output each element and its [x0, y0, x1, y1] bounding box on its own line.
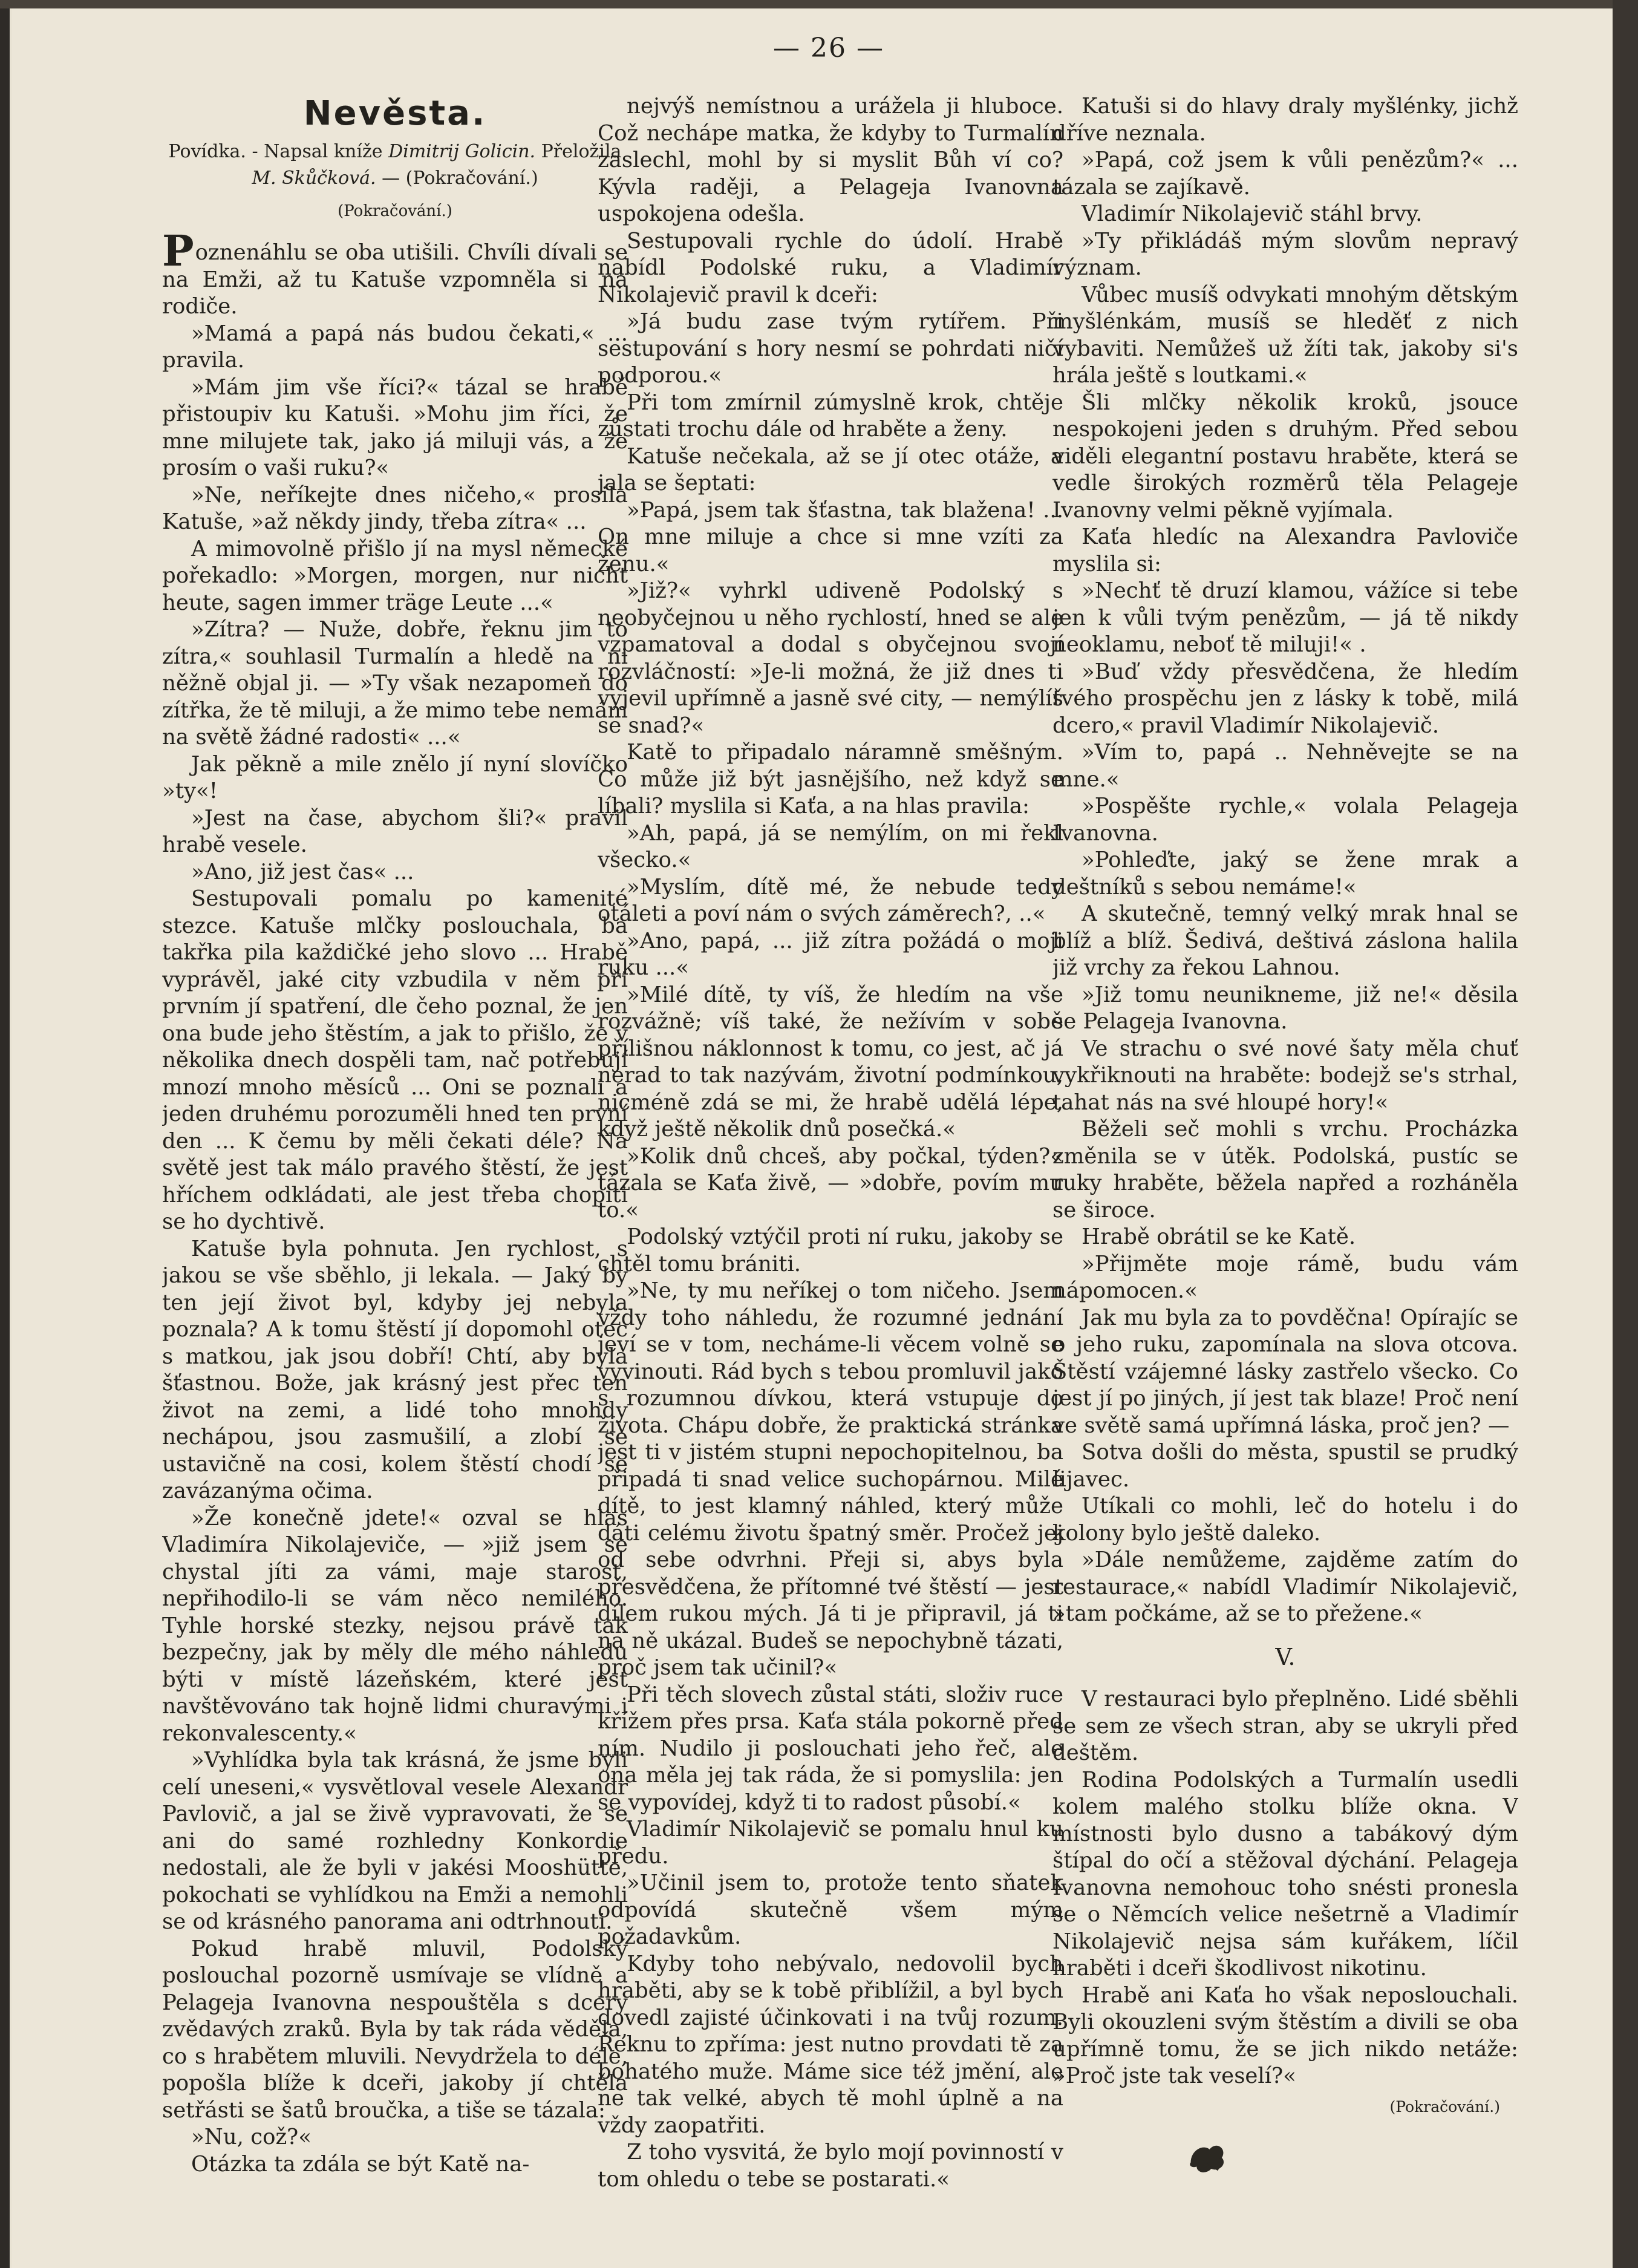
paragraph: »Myslím, dítě mé, že nebude tedy otáleti a poví nám o svých záměrech?, ..«	[598, 874, 1063, 926]
paragraph: Při těch slovech zůstal státi, složiv ruce křížem přes prsa. Kaťa stála pokorně před ním. Nudilo ji poslouchati jeho řeč, ale ona měla jej tak ráda, že si pomyslila: jen se vypovídej, když ti to radost působí.«	[598, 1682, 1063, 1815]
paragraph: A skutečně, temný velký mrak hnal se blíž a blíž. Šedivá, deštivá záslona halila již vrchy za řekou Lahnou.	[1052, 901, 1518, 980]
paragraph: »Ne, ty mu neříkej o tom ničeho. Jsem vždy toho náhledu, že rozumné jednání jeví se v tom, necháme-li věcem volně se vyvinouti. Rád bych s tebou promluvil jako s rozumnou dívkou, která vstupuje do života. Chápu dobře, že praktická stránka jest ti v jistém stupni nepochopitelnou, ba připadá ti snad velice suchopárnou. Milé dítě, to jest klamný náhled, který může dáti celému životu špatný směr. Pročež jej od sebe odvrhni. Přeji si, abys byla přesvědčena, že přítomné tvé štěstí — jest dílem rukou mých. Já ti je připravil, já ti na ně ukázal. Budeš se nepochybně tázati, proč jsem tak učinil?«	[598, 1278, 1063, 1680]
paragraph: Hrabě obrátil se ke Katě.	[1082, 1224, 1356, 1249]
byline-prefix: Povídka. - Napsal kníže	[168, 140, 383, 162]
paragraph: »Buď vždy přesvědčena, že hledím tvého prospěchu jen z lásky k tobě, milá dcero,« pravil Vladimír Nikolajevič.	[1052, 659, 1518, 738]
paragraph: Pokud hrabě mluvil, Podolský poslouchal pozorně usmívaje se vlídně a Pelageja Ivanovna nespouštěla s dcery zvědavých zraků. Byla by tak ráda věděla, co s hrabětem mluvili. Nevydržela to déle, popošla blíže k dceři, jakoby jí chtěla setřásti se šatů broučka, a tiše se tázala:	[162, 1936, 628, 2123]
paragraph: »Milé dítě, ty víš, že hledím na vše rozvážně; víš také, že nežívím v sobě přílišnou náklonnost k tomu, co jest, ač já nerad to tak nazývám, životní podmínkou, nicméně zdá se mi, že hrabě udělá lépe, když ještě několik dnů posečká.«	[598, 982, 1063, 1142]
continued-note: (Pokračování.)	[338, 201, 452, 220]
paragraph: Jak pěkně a mile znělo jí nyní slovíčko »ty«!	[162, 751, 628, 803]
paragraph: »Pospěšte rychle,« volala Pelageja Ivanovna.	[1052, 794, 1518, 846]
page-number: — 26 —	[773, 33, 884, 64]
drop-cap: P	[162, 226, 194, 276]
paragraph: »Mamá a papá nás budou čekati,« ... pravila.	[162, 321, 628, 373]
paragraph: Sestupovali rychle do údolí. Hrabě nabídl Podolské ruku, a Vladimír Nikolajevič pravil k dceři:	[598, 228, 1063, 307]
paragraph: A mimovolně přišlo jí na mysl německé pořekadlo: »Morgen, morgen, nur nicht heute, sagen immer träge Leute ...«	[162, 536, 628, 615]
paragraph: Sestupovali pomalu po kamenité stezce. Katuše mlčky poslouchala, ba takřka pila každičké jeho slovo ... Hrabě vyprávěl, jaké city vzbudila v něm při prvním jí spatření, dle čeho poznal, že jen ona bude jeho štěstím, a jak to přišlo, že v několika dnech dospěli tam, nač potřebují mnozí mnoho měsíců ... Oni se poznali a jeden druhému porozuměli hned ten první den ... K čemu by měli čekati déle? Na světě jest tak málo pravého štěstí, že jest hříchem odkládati, ale jest třeba chopiti se ho dychtivě.	[162, 886, 628, 1234]
paragraph: »Že konečně jdete!« ozval se hlas Vladimíra Nikolajeviče, — »již jsem se chystal jíti za vámi, maje starost, nepřihodilo-li se vám něco nemilého. Tyhle horské stezky, nejsou právě tak bezpečny, jak by měly dle mého náhledu býti v místě lázeňském, které jest navštěvováno tak hojně lidmi churavými i rekonvalescenty.«	[162, 1505, 628, 1746]
paragraph: »Jest na čase, abychom šli?« pravil hrabě vesele.	[162, 805, 628, 857]
scan-edge-left	[0, 0, 10, 2268]
paragraph: Jak mu byla za to povděčna! Opírajíc se o jeho ruku, zapomínala na slova otcova. Štěstí vzájemné lásky zastřelo všecko. Co jest jí po jiných, jí jest tak blaze! Proč není ve světě samá upřímná láska, proč jen? —	[1052, 1305, 1518, 1438]
paragraph: »Kolik dnů chceš, aby počkal, týden?« tázala se Kaťa živě, — »dobře, povím mu to.«	[598, 1143, 1063, 1223]
scan-edge-right	[1613, 0, 1638, 2268]
article-title: Nevěsta.	[303, 94, 487, 133]
paragraph: »Papá, což jsem k vůli penězům?« ... tázala se zajíkavě.	[1052, 148, 1518, 200]
paragraph: Ve strachu o své nové šaty měla chuť vykřiknouti na hraběte: bodejž se's strhal, tahat nás na své hloupé hory!«	[1052, 1036, 1518, 1115]
paragraph: Vladimír Nikolajevič stáhl brvy.	[1082, 201, 1423, 226]
paragraph: »Zítra? — Nuže, dobře, řeknu jim to zítra,« souhlasil Turmalín a hledě na ni něžně objal ji. — »Ty však nezapomeň do zítřka, že tě miluji, a že mimo tebe nemám na světě žádné radosti« ...«	[162, 617, 628, 750]
paragraph: Podolský vztýčil proti ní ruku, jakoby se chtěl tomu brániti.	[598, 1224, 1063, 1276]
byline-suffix: — (Pokračování.)	[382, 167, 538, 189]
paragraph: V restauraci bylo přeplněno. Lidé sběhli se sem ze všech stran, aby se ukryli před deštěm.	[1052, 1687, 1518, 1765]
paragraph: Hrabě ani Kaťa ho však neposlouchali. Byli okouzleni svým štěstím a divili se oba upřímně tomu, že se jich nikdo netáže: »Proč jste tak veselí?«	[1052, 1982, 1518, 2088]
paragraph: »Učinil jsem to, protože tento sňatek odpovídá skutečně všem mým požadavkům.	[598, 1871, 1063, 1949]
paragraph: »Nu, což?«	[191, 2125, 312, 2149]
column-2	[598, 93, 1063, 2192]
paragraph: »Přijměte moje rámě, budu vám nápomocen.«	[1052, 1251, 1518, 1303]
paragraph: Kaťa hledíc na Alexandra Pavloviče myslila si:	[1052, 525, 1518, 577]
paragraph: »Ano, již jest čas« ...	[191, 859, 414, 884]
paragraph: Běželi seč mohli s vrchu. Procházka změnila se v útěk. Podolská, pustíc se ruky hraběte, běžela napřed a rozháněla se široce.	[1052, 1117, 1518, 1223]
author-name: Dimitrij Golicin.	[388, 140, 536, 162]
paragraph: nejvýš nemístnou a urážela ji hluboce. Což nechápe matka, že kdyby to Turmalín zaslechl, mohl by si myslit Bůh ví co? Kývla raději, a Pelageja Ivanovna uspokojena odešla.	[598, 94, 1063, 226]
paragraph: Katuše byla pohnuta. Jen rychlost, s jakou se vše sběhlo, ji lekala. — Jaký by ten její život byl, kdyby jej nebyla poznala? A k tomu štěstí jí dopomohl otec s matkou, jak jsou dobří! Chtí, aby byla šťastnou. Bože, jak krásný jest přec ten život na zemi, a lidé toho mnohdy nechápou, jsou zasmušilí, a zlobí se ustavičně na cosi, kolem štěstí chodí se zavázanýma očima.	[162, 1236, 628, 1503]
paragraph: »Mám jim vše říci?« tázal se hrabě přistoupiv ku Katuši. »Mohu jim říci, že mne milujete tak, jako já miluji vás, a že prosím o vaši ruku?«	[162, 374, 628, 480]
paragraph: Otázka ta zdála se být Katě na-	[191, 2151, 530, 2177]
first-paragraph-text: oznenáhlu se oba utišili. Chvíli dívali se na Emži, až tu Katuše vzpomněla si na rodiče.	[162, 240, 628, 319]
paragraph: »Ne, neříkejte dnes ničeho,« prosila Katuše, »až někdy jindy, třeba zítra« ...	[162, 482, 628, 534]
first-paragraph	[162, 226, 628, 321]
paragraph: Utíkali co mohli, leč do hotelu i do kolony bylo ještě daleko.	[1052, 1494, 1518, 1546]
paragraph: Rodina Podolských a Turmalín usedli kolem malého stolku blíže okna. V místnosti bylo dusno a tabákový dým štípal do očí a stěžoval dýchání. Pelageja Ivanovna nemohouc toho snésti pronesla se o Němcích velice nešetrně a Vladimír Nikolajevič nejsa sám kuřákem, líčil hraběti i dceři škodlivost nikotinu.	[1052, 1767, 1518, 1981]
paragraph: Katuše nečekala, až se jí otec otáže, a jala se šeptati:	[598, 443, 1063, 495]
paragraph: »Ty přikládáš mým slovům nepravý význam.	[1052, 228, 1518, 280]
page	[12, 8, 1613, 2268]
paragraph: Kdyby toho nebývalo, nedovolil bych hraběti, aby se k tobě přiblížil, a byl bych dovedl zajisté účinkovati i na tvůj rozum. Řeknu to zpříma: jest nutno provdati tě za bohatého muže. Máme sice též jmění, ale ne tak velké, abych tě mohl úplně a na vždy zaopatřiti.	[598, 1951, 1063, 2138]
paragraph: »Dále nemůžeme, zajděme zatím do restaurace,« nabídl Vladimír Nikolajevič, »tam počkáme, až se to přežene.«	[1052, 1547, 1518, 1626]
paragraph: »Papá, jsem tak šťastna, tak blažena! ... On mne miluje a chce si mne vzíti za ženu.«	[598, 497, 1063, 577]
paragraph: Vůbec musíš odvykati mnohým dětským myšlénkám, musíš se hleděť z nich vybaviti. Nemůžeš už žíti tak, jakoby si's hrála ještě s loutkami.«	[1052, 282, 1518, 388]
translator-name: M. Skůčková.	[252, 167, 376, 189]
column-3	[1052, 93, 1518, 2192]
paragraph: Katuši si do hlavy draly myšlénky, jichž dříve neznala.	[1052, 94, 1518, 146]
translator-prefix: Přeložila	[541, 140, 622, 162]
leaf-ornament-icon	[1186, 2139, 1228, 2175]
column-1	[162, 93, 628, 2192]
paragraph: Sotva došli do města, spustil se prudký lijavec.	[1052, 1440, 1518, 1492]
paragraph: »Již?« vyhrkl udiveně Podolský s neobyčejnou u něho rychlostí, hned se ale vzpamatoval a dodal s obyčejnou svojí rozvláčností: »Je-li možná, že již dnes ti vyjevil upřímně a jasně své city, — nemýlíš se snad?«	[598, 578, 1063, 738]
paragraph: »Nechť tě druzí klamou, vážíce si tebe jen k vůli tvým penězům, — já tě nikdy neoklamu, neboť tě miluji!« .	[1052, 578, 1518, 657]
paragraph: »Ah, papá, já se nemýlím, on mi řekl všecko.«	[598, 820, 1063, 872]
paragraph: »Již tomu neunikneme, již ne!« děsila se Pelageja Ivanovna.	[1052, 982, 1518, 1034]
paragraph: Z toho vysvitá, že bylo mojí povinností v tom ohledu o tebe se postarati.«	[598, 2140, 1063, 2192]
paragraph: »Vím to, papá .. Nehněvejte se na mne.«	[1052, 740, 1518, 792]
continued-marker: (Pokračování.)	[1389, 2097, 1500, 2116]
scan-edge-top	[0, 0, 1638, 8]
paragraph: Při tom zmírnil zúmyslně krok, chtěje zůstati trochu dále od hraběte a ženy.	[598, 390, 1063, 442]
section-heading: V.	[1275, 1643, 1296, 1670]
byline	[162, 139, 628, 192]
paragraph: »Vyhlídka byla tak krásná, že jsme byli celí uneseni,« vysvětloval vesele Alexandr Pavlovič, a jal se živě vypravovati, že se ani do samé rozhledny Konkordie nedostali, ale že byli v jakési Mooshütte, pokochati se vyhlídkou na Emži a nemohli se od krásného panorama ani odtrhnouti.	[162, 1748, 628, 1934]
paragraph: »Pohleďte, jaký se žene mrak a deštníků s sebou nemáme!«	[1052, 848, 1518, 900]
paragraph: »Ano, papá, ... již zítra požádá o moji ruku ...«	[598, 928, 1063, 980]
paragraph: »Já budu zase tvým rytířem. Při sestupování s hory nesmí se pohrdati ničí podporou.«	[598, 309, 1063, 388]
paragraph: Vladimír Nikolajevič se pomalu hnul ku předu.	[598, 1817, 1063, 1869]
paragraph: Katě to připadalo náramně směšným. Co může již být jasnějšího, než když se líbali? myslila si Kaťa, a na hlas pravila:	[598, 740, 1063, 819]
paragraph: Šli mlčky několik kroků, jsouce nespokojeni jeden s druhým. Před sebou viděli elegantní postavu hraběte, která se vedle širokých rozměrů těla Pelageje Ivanovny velmi pěkně vyjímala.	[1052, 390, 1518, 523]
